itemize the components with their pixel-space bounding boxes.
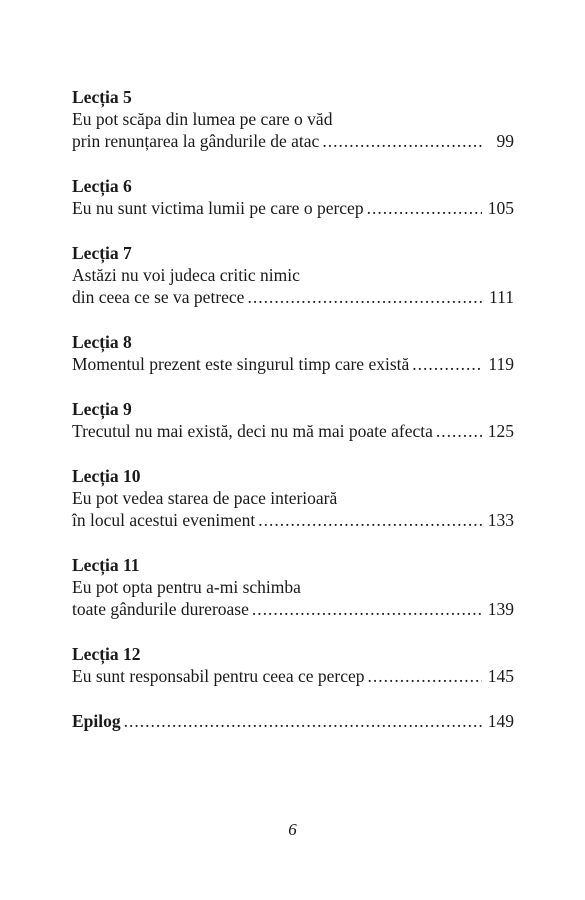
toc-entry-lectia-7[interactable] bbox=[72, 242, 514, 308]
lesson-description-line bbox=[72, 264, 514, 286]
toc-entry-lectia-6[interactable] bbox=[72, 175, 514, 219]
page-number: 105 bbox=[487, 198, 514, 218]
footer-page-number: 6 bbox=[288, 820, 297, 839]
lesson-description-text: Eu pot opta pentru a-mi schimba bbox=[72, 577, 301, 597]
lesson-description-text: Trecutul nu mai există, deci nu mă mai poate afecta bbox=[72, 421, 433, 441]
page-number: 99 bbox=[496, 131, 514, 151]
lesson-title: Lecția 10 bbox=[72, 466, 141, 486]
toc-entry-epilog[interactable] bbox=[72, 710, 514, 732]
lesson-description-line bbox=[72, 420, 514, 442]
page-number: 145 bbox=[487, 666, 514, 686]
lesson-description-line bbox=[72, 576, 514, 598]
lesson-description-line bbox=[72, 509, 514, 531]
lesson-description-line bbox=[72, 108, 514, 130]
page-number: 125 bbox=[487, 421, 514, 441]
toc-entry-lectia-8[interactable] bbox=[72, 331, 514, 375]
lesson-description-line bbox=[72, 598, 514, 620]
lesson-description-line bbox=[72, 130, 514, 152]
dot-leader bbox=[322, 130, 482, 152]
lesson-description-text: Momentul prezent este singurul timp care există bbox=[72, 354, 410, 374]
lesson-description-text: Astăzi nu voi judeca critic nimic bbox=[72, 265, 300, 285]
dot-leader bbox=[124, 710, 482, 732]
lesson-description-text: din ceea ce se va petrece bbox=[72, 287, 245, 307]
dot-leader bbox=[412, 353, 482, 375]
toc-entry-lectia-9[interactable] bbox=[72, 398, 514, 442]
lesson-description-line bbox=[72, 665, 514, 687]
lesson-description-text: în locul acestui eveniment bbox=[72, 510, 256, 530]
lesson-title: Lecția 12 bbox=[72, 644, 141, 664]
page-number: 133 bbox=[487, 510, 514, 530]
table-of-contents bbox=[72, 86, 514, 755]
page-number: 149 bbox=[487, 711, 514, 731]
lesson-title: Lecția 6 bbox=[72, 176, 132, 196]
lesson-description-line bbox=[72, 286, 514, 308]
page-number: 139 bbox=[487, 599, 514, 619]
dot-leader bbox=[247, 286, 482, 308]
toc-entry-lectia-5[interactable] bbox=[72, 86, 514, 152]
lesson-description-text: Eu sunt responsabil pentru ceea ce percep bbox=[72, 666, 365, 686]
lesson-description-text: Eu nu sunt victima lumii pe care o percep bbox=[72, 198, 364, 218]
page-number: 119 bbox=[488, 354, 514, 374]
dot-leader bbox=[368, 665, 482, 687]
epilog-label: Epilog bbox=[72, 711, 121, 731]
lesson-title: Lecția 8 bbox=[72, 332, 132, 352]
lesson-description-text: toate gândurile dureroase bbox=[72, 599, 249, 619]
lesson-description-text: Eu pot scăpa din lumea pe care o văd bbox=[72, 109, 333, 129]
lesson-description-text: prin renunțarea la gândurile de atac bbox=[72, 131, 320, 151]
lesson-description-text: Eu pot vedea starea de pace interioară bbox=[72, 488, 338, 508]
dot-leader bbox=[258, 509, 482, 531]
epilog-line bbox=[72, 710, 514, 732]
dot-leader bbox=[252, 598, 482, 620]
lesson-title: Lecția 5 bbox=[72, 87, 132, 107]
dot-leader bbox=[367, 197, 482, 219]
page-number: 111 bbox=[489, 287, 514, 307]
lesson-title: Lecția 9 bbox=[72, 399, 132, 419]
dot-leader bbox=[436, 420, 482, 442]
lesson-title: Lecția 7 bbox=[72, 243, 132, 263]
lesson-title: Lecția 11 bbox=[72, 555, 140, 575]
toc-entry-lectia-10[interactable] bbox=[72, 465, 514, 531]
toc-entry-lectia-11[interactable] bbox=[72, 554, 514, 620]
lesson-description-line bbox=[72, 487, 514, 509]
lesson-description-line bbox=[72, 197, 514, 219]
lesson-description-line bbox=[72, 353, 514, 375]
toc-entry-lectia-12[interactable] bbox=[72, 643, 514, 687]
